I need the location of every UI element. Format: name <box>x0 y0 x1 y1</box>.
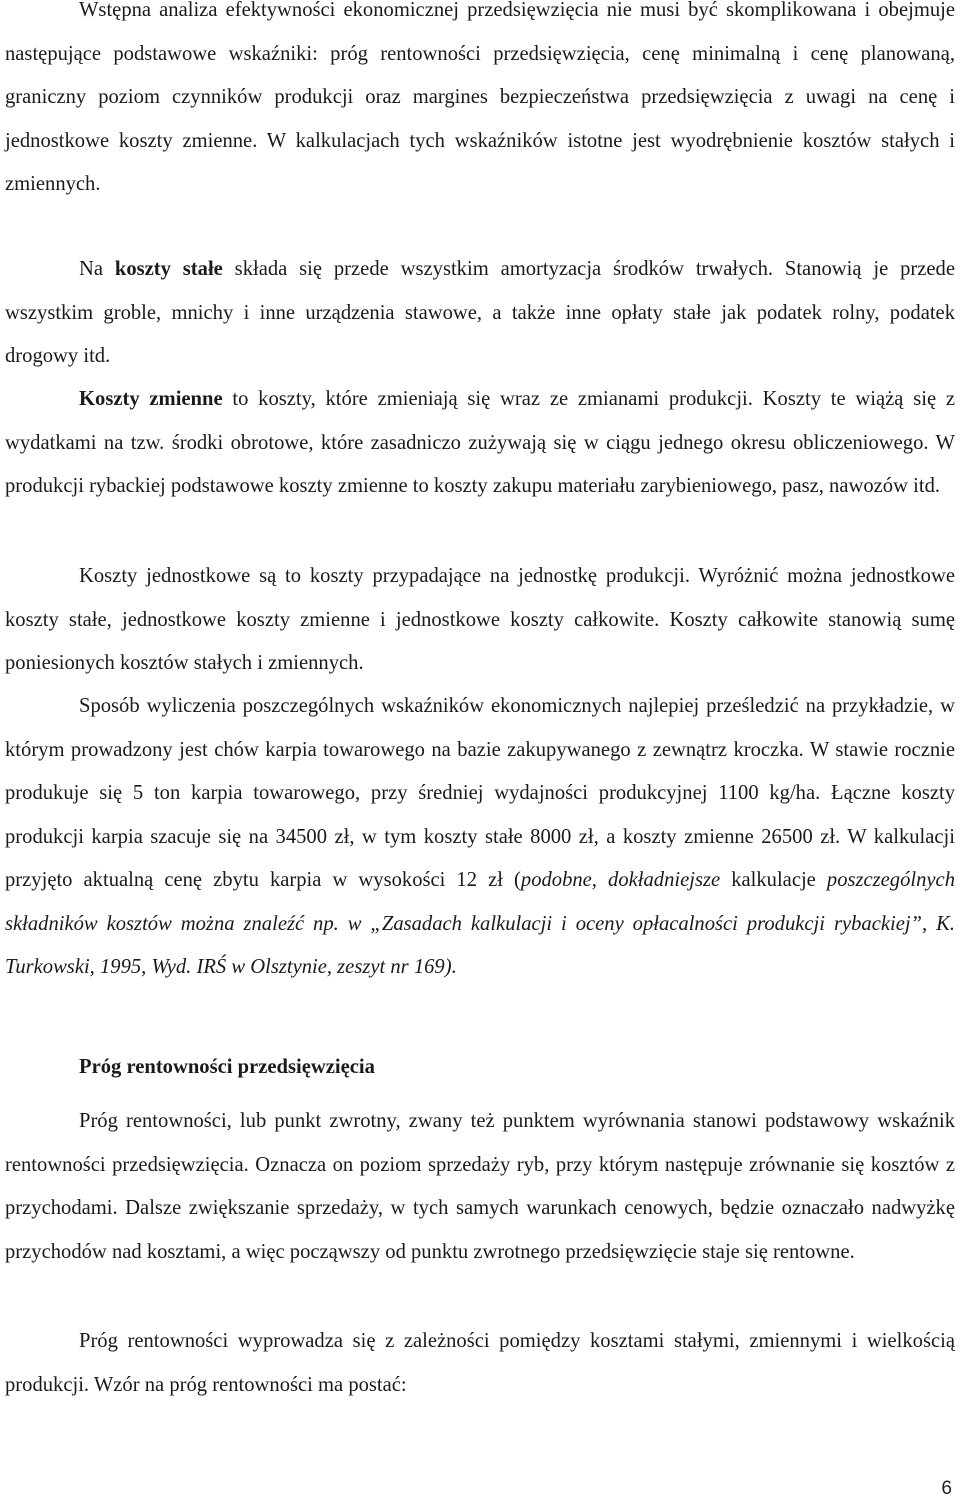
fixed-costs-term: koszty stałe <box>114 258 223 280</box>
variable-costs-term: Koszty zmienne <box>79 388 223 410</box>
page-number: 6 <box>941 1478 952 1499</box>
example-italic-1: podobne, dokładniejsze <box>520 869 721 891</box>
paragraph-example <box>5 685 955 990</box>
paragraph-variable-costs <box>5 378 955 509</box>
variable-costs-post: to koszty, które zmieniają się wraz ze zmianami produkcji. Koszty te wiążą się z wydatkami na tzw. środki obrotowe, które zasadniczo zużywają się w ciągu jednego okresu obliczeniowego. W produkcji rybackiej podstawowe koszty zmienne to koszty zakupu materiału zarybieniowego, pasz, nawozów itd. <box>5 388 955 497</box>
paragraph-formula-intro: Próg rentowności wyprowadza się z zależności pomiędzy kosztami stałymi, zmiennymi i wielkością produkcji. Wzór na próg rentowności ma postać: <box>5 1330 955 1396</box>
paragraph-intro: Wstępna analiza efektywności ekonomicznej przedsięwzięcia nie musi być skomplikowana i obejmuje następujące podstawowe wskaźniki: próg rentowności przedsięwzięcia, cenę minimalną i cenę planowaną, graniczny poziom czynników produkcji oraz margines bezpieczeństwa przedsięwzięcia z uwagi na cenę i jednostkowe koszty zmienne. W kalkulacjach tych wskaźników istotne jest wyodrębnienie kosztów stałych i zmiennych. <box>5 0 955 195</box>
fixed-costs-pre: Na <box>79 258 115 280</box>
fixed-costs-post: składa się przede wszystkim amortyzacja środków trwałych. Stanowią je przede wszystkim groble, mnichy i inne urządzenia stawowe, a także inne opłaty stałe jak podatek rolny, podatek drogowy itd. <box>5 258 955 367</box>
example-mid: kalkulacje <box>720 869 827 891</box>
section-heading: Próg rentowności przedsięwzięcia <box>79 1056 375 1078</box>
paragraph-fixed-costs <box>5 248 955 379</box>
paragraph-unit-costs: Koszty jednostkowe są to koszty przypadające na jednostkę produkcji. Wyróżnić można jednostkowe koszty stałe, jednostkowe koszty zmienne i jednostkowe koszty całkowite. Koszty całkowite stanowią sumę poniesionych kosztów stałych i zmiennych. <box>5 565 955 674</box>
example-text: Sposób wyliczenia poszczególnych wskaźników ekonomicznych najlepiej prześledzić na przykładzie, w którym prowadzony jest chów karpia towarowego na bazie zakupywanego z zewnątrz kroczka. W stawie rocznie produkuje się 5 ton karpia towarowego, przy średniej wydajności produkcyjnej 1100 kg/ha. Łączne koszty produkcji karpia szacuje się na 34500 zł, w tym koszty stałe 8000 zł, a koszty zmienne 26500 zł. W kalkulacji przyjęto aktualną cenę zbytu karpia w wysokości 12 zł ( <box>5 695 955 891</box>
example-italic-2: poszczególnych składników kosztów można znaleźć np. w „Zasadach kalkulacji i oceny opłacalności produkcji rybackiej”, K. Turkowski, 1995, Wyd. IRŚ w Olsztynie, zeszyt nr 169). <box>5 869 955 978</box>
paragraph-break-even: Próg rentowności, lub punkt zwrotny, zwany też punktem wyrównania stanowi podstawowy wskaźnik rentowności przedsięwzięcia. Oznacza on poziom sprzedaży ryb, przy którym następuje zrównanie się kosztów z przychodami. Dalsze zwiększanie sprzedaży, w tych samych warunkach cenowych, będzie oznaczało nadwyżkę przychodów nad kosztami, a więc począwszy od punktu zwrotnego przedsięwzięcie staje się rentowne. <box>5 1110 955 1263</box>
